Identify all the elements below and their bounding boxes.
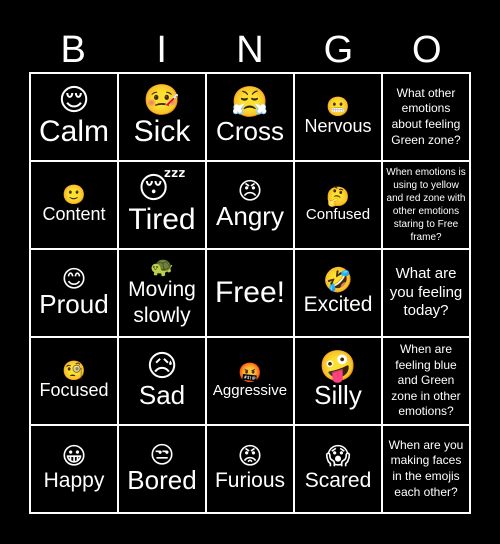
sad-relieved-face-icon: 😥 xyxy=(146,349,178,385)
header-letter-o: O xyxy=(412,29,442,71)
cell-label: When emotions is using to yellow and red zone with other emotions staring to Free frame? xyxy=(386,167,466,243)
relieved-face-icon: 😌 xyxy=(58,83,90,119)
steam-nose-face-icon: 😤 xyxy=(231,85,269,121)
smiling-face-icon: 😊 xyxy=(61,265,87,294)
cell-label: Tired xyxy=(128,203,196,237)
bingo-cell-content[interactable] xyxy=(30,161,118,249)
cell-label: Nervous xyxy=(304,116,372,137)
bingo-header xyxy=(29,28,471,72)
bingo-cell-sick[interactable] xyxy=(118,73,206,161)
turtle-icon: 🐢 xyxy=(150,256,174,279)
bingo-cell-moving-slowly[interactable] xyxy=(118,249,206,337)
thermometer-face-icon: 🤒 xyxy=(143,83,181,119)
bingo-cell-scared[interactable] xyxy=(294,425,382,513)
bingo-cell-free[interactable] xyxy=(206,249,294,337)
slightly-smiling-face-icon: 🙂 xyxy=(62,184,86,207)
bingo-cell-cross[interactable] xyxy=(206,73,294,161)
cell-label: When are you making faces in the emojis each other? xyxy=(388,437,464,499)
monocle-face-icon: 🧐 xyxy=(62,360,86,383)
bingo-cell-question-yellow-red[interactable] xyxy=(382,161,470,249)
zany-face-icon: 🤪 xyxy=(319,349,357,385)
cell-label: Proud xyxy=(39,289,109,320)
grimacing-face-icon: 😬 xyxy=(326,96,350,119)
rolling-laughing-face-icon: 🤣 xyxy=(323,266,353,295)
grinning-face-icon: 😀 xyxy=(61,442,87,471)
screaming-face-icon: 😱 xyxy=(325,442,351,471)
cell-label: Scared xyxy=(304,469,372,493)
cell-label: Sad xyxy=(138,380,186,411)
cell-label: Sick xyxy=(133,115,191,149)
cell-label: Cross xyxy=(216,116,284,147)
bingo-cell-silly[interactable] xyxy=(294,337,382,425)
header-letter-g: G xyxy=(323,29,354,71)
cell-label: Confused xyxy=(305,205,371,223)
bingo-cell-nervous[interactable] xyxy=(294,73,382,161)
cell-label: Moving slowly xyxy=(128,278,196,327)
bingo-cell-proud[interactable] xyxy=(30,249,118,337)
header-letter-i: I xyxy=(156,29,167,71)
angry-face-icon: 😠 xyxy=(237,177,263,206)
bingo-cell-calm[interactable] xyxy=(30,73,118,161)
cursing-face-icon: 🤬 xyxy=(238,361,262,384)
cell-label: Focused xyxy=(39,380,109,401)
pouting-face-icon: 😡 xyxy=(237,442,263,471)
cell-label: Furious xyxy=(214,469,286,493)
unamused-face-icon: 😒 xyxy=(149,441,175,470)
cell-label: What are you feeling today? xyxy=(389,264,463,320)
bingo-cell-question-today[interactable] xyxy=(382,249,470,337)
sleeping-face-icon: 😴 xyxy=(137,171,187,207)
bingo-cell-focused[interactable] xyxy=(30,337,118,425)
bingo-cell-angry[interactable] xyxy=(206,161,294,249)
bingo-cell-sad[interactable] xyxy=(118,337,206,425)
cell-label: Silly xyxy=(314,380,362,411)
header-letter-b: B xyxy=(60,29,86,71)
bingo-cell-furious[interactable] xyxy=(206,425,294,513)
bingo-cell-bored[interactable] xyxy=(118,425,206,513)
bingo-cell-question-green[interactable] xyxy=(382,73,470,161)
bingo-cell-aggressive[interactable] xyxy=(206,337,294,425)
header-letter-n: N xyxy=(236,29,264,71)
bingo-cell-excited[interactable] xyxy=(294,249,382,337)
bingo-cell-question-blue-green[interactable] xyxy=(382,337,470,425)
cell-label: When are feeling blue and Green zone in other emotions? xyxy=(391,342,461,419)
thinking-face-icon: 🤔 xyxy=(326,185,350,208)
cell-label: What other emotions about feeling Green zone? xyxy=(391,85,461,147)
cell-label: Bored xyxy=(127,465,197,496)
bingo-cell-tired[interactable] xyxy=(118,161,206,249)
cell-label: Happy xyxy=(43,469,105,493)
cell-label: Aggressive xyxy=(212,381,288,399)
cell-label: Angry xyxy=(216,201,284,232)
cell-label: Content xyxy=(42,204,106,225)
cell-label: Excited xyxy=(303,293,373,317)
bingo-cell-confused[interactable] xyxy=(294,161,382,249)
bingo-cell-happy[interactable] xyxy=(30,425,118,513)
free-space-label: Free! xyxy=(214,276,286,309)
bingo-board xyxy=(29,72,471,514)
cell-label: Calm xyxy=(38,115,109,149)
bingo-cell-question-faces[interactable] xyxy=(382,425,470,513)
